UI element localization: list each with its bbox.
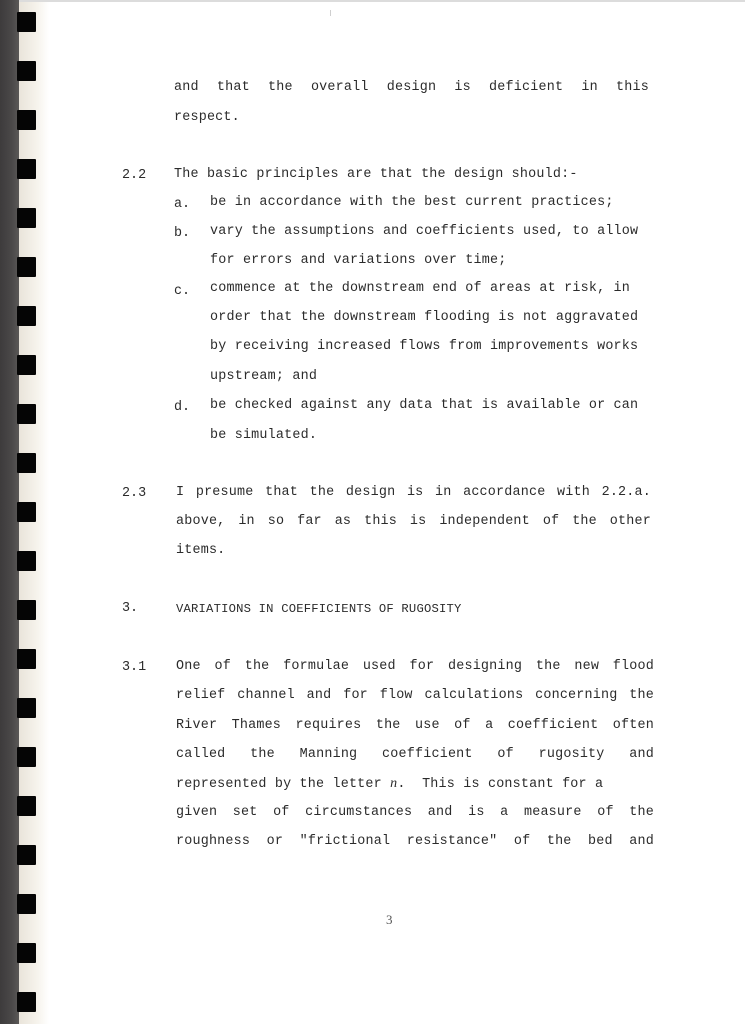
binding-hole — [17, 404, 36, 424]
item-c-line-2: order that the downstream flooding is not aggravated — [210, 310, 639, 325]
binding-hole — [17, 943, 36, 963]
binding-hole — [17, 796, 36, 816]
binding-hole — [17, 453, 36, 473]
section-3-1-line-7: roughness or "frictional resistance" of the bed and — [176, 834, 654, 849]
item-c-line-3: by receiving increased flows from improvements works — [210, 339, 639, 354]
page-top-edge — [19, 0, 745, 2]
item-d-line-2: be simulated. — [210, 428, 318, 443]
line-5-text-a: represented by the letter — [176, 777, 382, 792]
binding-hole — [17, 355, 36, 375]
section-3-1-line-3: River Thames requires the use of a coefficient often — [176, 718, 654, 733]
item-b-line-1: vary the assumptions and coefficients used, to allow — [210, 224, 639, 239]
continuation-line-2: respect. — [174, 110, 240, 125]
section-number-3: 3. — [122, 601, 139, 616]
section-2-3-line-3: items. — [176, 543, 226, 558]
binding-hole — [17, 61, 36, 81]
binding-hole — [17, 747, 36, 767]
item-c-line-4: upstream; and — [210, 369, 318, 384]
binding-hole — [17, 159, 36, 179]
section-3-1-line-4: called the Manning coefficient of rugosity and — [176, 747, 654, 762]
section-3-1-line-1: One of the formulae used for designing the new flood — [176, 659, 654, 674]
manning-letter-n: n — [390, 776, 398, 791]
page-number: 3 — [386, 912, 393, 927]
item-d-line-1: be checked against any data that is available or can — [210, 398, 639, 413]
section-3-heading: VARIATIONS IN COEFFICIENTS OF RUGOSITY — [176, 602, 462, 616]
section-3-1-line-5 — [176, 776, 603, 792]
item-label-c: c. — [174, 284, 191, 299]
scan-mark — [330, 10, 331, 16]
binding-hole — [17, 257, 36, 277]
section-number-3-1: 3.1 — [122, 660, 147, 675]
line-5-text-b: . This is constant for a — [397, 777, 604, 792]
section-3-1-line-2: relief channel and for flow calculations concerning the — [176, 688, 654, 703]
binding-hole — [17, 894, 36, 914]
section-2-3-line-2: above, in so far as this is independent of the other — [176, 514, 651, 529]
continuation-line-1: and that the overall design is deficient in this — [174, 80, 649, 95]
binding-hole — [17, 992, 36, 1012]
section-3-1-line-6: given set of circumstances and is a measure of the — [176, 805, 654, 820]
item-b-line-2: for errors and variations over time; — [210, 253, 507, 268]
binding-hole — [17, 845, 36, 865]
item-label-b: b. — [174, 226, 191, 241]
item-a-line-1: be in accordance with the best current practices; — [210, 195, 614, 210]
section-number-2-3: 2.3 — [122, 486, 147, 501]
item-label-d: d. — [174, 400, 191, 415]
binding-hole — [17, 698, 36, 718]
section-2-2-intro: The basic principles are that the design should:- — [174, 167, 578, 182]
binding-hole — [17, 649, 36, 669]
section-2-3-line-1: I presume that the design is in accordance with 2.2.a. — [176, 485, 651, 500]
binding-hole — [17, 502, 36, 522]
binding-hole — [17, 110, 36, 130]
section-number-2-2: 2.2 — [122, 168, 147, 183]
binding-hole — [17, 208, 36, 228]
binding-hole — [17, 12, 36, 32]
item-c-line-1: commence at the downstream end of areas at risk, in — [210, 281, 631, 296]
item-label-a: a. — [174, 197, 191, 212]
binding-hole — [17, 306, 36, 326]
binding-hole — [17, 600, 36, 620]
binding-hole — [17, 551, 36, 571]
